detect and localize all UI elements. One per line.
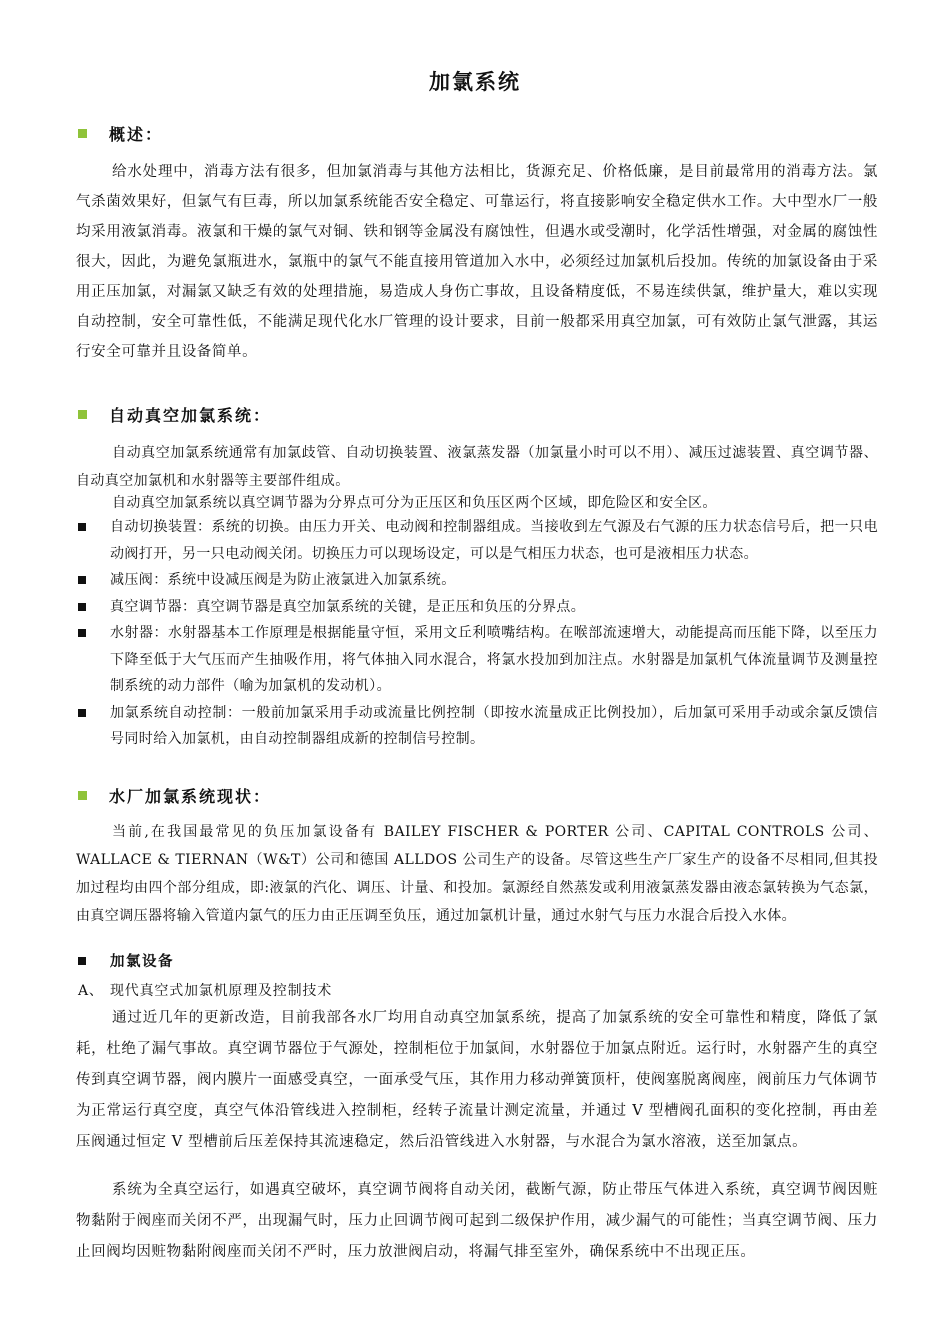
- status-paragraph: 当前,在我国最常见的负压加氯设备有 BAILEY FISCHER & PORTER 公司、CAPITAL CONTROLS 公司、WALLACE & TIERNAN（W&T）公司和德国 ALLDOS 公司生产的设备。尽管这些生产厂家生产的设备不尽相同,但其投加过程均由四个部分组成，即:液氯的汽化、调压、计量、和投加。氯源经自然蒸发或利用液氯蒸发器由液态氯转换为气态氯，由真空调压器将输入管道内氯气的压力由正压调至负压，通过加氯机计量，通过水射气与压力水混合后投入水体。: [76, 824, 878, 924]
- square-bullet-icon: [78, 709, 86, 717]
- section-heading-auto-vacuum: [78, 402, 271, 426]
- component-list: [76, 514, 878, 753]
- equipment-subheading-label: 加氯设备: [110, 954, 174, 970]
- list-item: [76, 567, 878, 594]
- list-item-text: 自动切换装置：系统的切换。由压力开关、电动阀和控制器组成。当接收到左气源及右气源的压力状态信号后，把一只电动阀打开，另一只电动阀关闭。切换压力可以现场设定，可以是气相压力状态，也可是液相压力状态。: [110, 519, 878, 562]
- overview-paragraph: 给水处理中，消毒方法有很多，但加氯消毒与其他方法相比，货源充足、价格低廉，是目前最常用的消毒方法。氯气杀菌效果好，但氯气有巨毒，所以加氯系统能否安全稳定、可靠运行，将直接影响安全稳定供水工作。大中型水厂一般均采用液氯消毒。液氯和干燥的氯气对铜、铁和钢等金属没有腐蚀性，但遇水或受潮时，化学活性增强，对金属的腐蚀性很大，因此，为避免氯瓶进水，氯瓶中的氯气不能直接用管道加入水中，必须经过加氯机后投加。传统的加氯设备由于采用正压加氯，对漏氯又缺乏有效的处理措施，易造成人身伤亡事故，且设备精度低，不易连续供氯，维护量大，难以实现自动控制，安全可靠性低，不能满足现代化水厂管理的设计要求，目前一般都采用真空加氯，可有效防止氯气泄露，其运行安全可靠并且设备简单。: [76, 164, 878, 360]
- equipment-subheading: [78, 950, 174, 971]
- list-item: [76, 514, 878, 567]
- list-item-text: 加氯系统自动控制：一般前加氯采用手动或流量比例控制（即按水流量成正比例投加），后加氯可采用手动或余氯反馈信号同时给入加氯机，由自动控制器组成新的控制信号控制。: [110, 704, 878, 747]
- subsection-a-label: A、: [78, 983, 104, 999]
- square-bullet-icon: [78, 957, 86, 965]
- square-bullet-icon: [78, 523, 86, 531]
- square-bullet-icon: [78, 576, 86, 584]
- section-heading-overview: [78, 121, 163, 145]
- section-heading-status: [78, 783, 271, 807]
- list-item-text: 水射器：水射器基本工作原理是根据能量守恒，采用文丘利喷嘴结构。在喉部流速增大，动能提高而压能下降，以至压力下降至低于大气压而产生抽吸作用，将气体抽入同水混合，将氯水投加到加注点。水射器是加氯机气体流量调节及测量控制系统的动力部件（喻为加氯机的发动机）。: [110, 625, 878, 694]
- list-item-text: 减压阀：系统中设减压阀是为防止液氯进入加氯系统。: [110, 572, 456, 588]
- subsection-a-heading: [78, 980, 332, 1000]
- square-bullet-icon: [78, 791, 87, 800]
- section-heading-label: 概述：: [109, 124, 164, 144]
- equipment-paragraph-1: 通过近几年的更新改造，目前我部各水厂均用自动真空加氯系统，提高了加氯系统的安全可靠性和精度，降低了氯耗，杜绝了漏气事故。真空调节器位于气源处，控制柜位于加氯间，水射器位于加氯点附近。运行时，水射器产生的真空传到真空调节器，阀内膜片一面感受真空，一面承受气压，其作用力移动弹簧顶杆，使阀塞脱离阀座，阀前压力气体调节为正常运行真空度，真空气体沿管线进入控制柜，经转子流量计测定流量，并通过 V 型槽阀孔面积的变化控制，再由差压阀通过恒定 V 型槽前后压差保持其流速稳定，然后沿管线进入水射器，与水混合为氯水溶液，送至加氯点。: [76, 1010, 878, 1150]
- square-bullet-icon: [78, 129, 87, 138]
- list-item: [76, 594, 878, 621]
- list-item: [76, 700, 878, 753]
- equipment-paragraph-2: 系统为全真空运行，如遇真空破坏，真空调节阀将自动关闭，截断气源，防止带压气体进入系统，真空调节阀因赃物黏附于阀座而关闭不严，出现漏气时，压力止回调节阀可起到二级保护作用，减少漏气的可能性；当真空调节阀、压力止回阀均因赃物黏附阀座而关闭不严时，压力放泄阀启动，将漏气排至室外，确保系统中不出现正压。: [76, 1182, 878, 1260]
- page-title: 加氯系统: [429, 70, 521, 94]
- section-heading-label: 自动真空加氯系统：: [109, 405, 272, 425]
- square-bullet-icon: [78, 410, 87, 419]
- subsection-a-title: 现代真空式加氯机原理及控制技术: [110, 983, 332, 999]
- auto-vacuum-paragraph-2: 自动真空加氯系统以真空调节器为分界点可分为正压区和负压区两个区域，即危险区和安全区。: [112, 495, 717, 511]
- square-bullet-icon: [78, 603, 86, 611]
- list-item-text: 真空调节器：真空调节器是真空加氯系统的关键，是正压和负压的分界点。: [110, 598, 586, 615]
- square-bullet-icon: [78, 629, 86, 637]
- auto-vacuum-paragraph-1: 自动真空加氯系统通常有加氯歧管、自动切换装置、液氯蒸发器（加氯量小时可以不用）、减压过滤装置、真空调节器、自动真空加氯机和水射器等主要部件组成。: [76, 445, 878, 489]
- list-item: [76, 620, 878, 700]
- section-heading-label: 水厂加氯系统现状：: [109, 786, 272, 806]
